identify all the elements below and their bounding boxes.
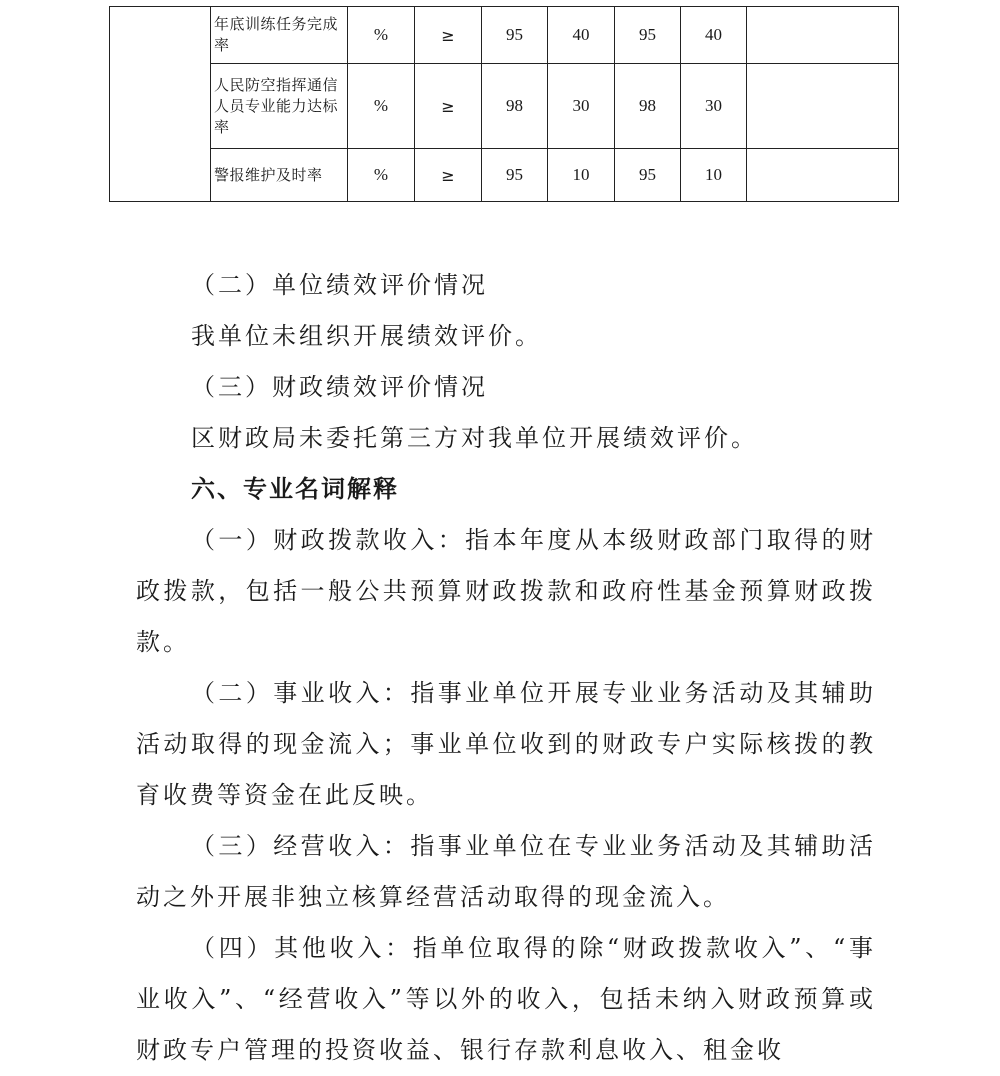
note-cell: [747, 64, 899, 149]
document-body: [136, 260, 876, 1076]
definition-text: 指单位取得的除“财政拨款收入”、“事业收入”、“经营收入”等以外的收入，包括未纳入财政预算或财政专户管理的投资收益、银行存款利息收入、租金收: [136, 934, 877, 1064]
definition-text: 指事业单位在专业业务活动及其辅助活动之外开展非独立核算经营活动取得的现金流入。: [136, 832, 877, 911]
value-cell: 40: [681, 7, 747, 64]
definition-paragraph: [136, 923, 876, 1076]
unit-cell: %: [348, 64, 415, 149]
paragraph: 区财政局未委托第三方对我单位开展绩效评价。: [191, 424, 758, 452]
value-cell: 95: [482, 149, 548, 202]
operator-cell: ≥: [415, 149, 482, 202]
value-cell: 98: [482, 64, 548, 149]
value-cell: 95: [482, 7, 548, 64]
indicator-name: 警报维护及时率: [211, 149, 348, 202]
definition-text: 指事业单位开展专业业务活动及其辅助活动取得的现金流入；事业单位收到的财政专户实际核拨的教育收费等资金在此反映。: [136, 679, 877, 809]
table-row: [110, 64, 899, 149]
value-cell: 98: [615, 64, 681, 149]
note-cell: [747, 149, 899, 202]
unit-cell: %: [348, 7, 415, 64]
unit-cell: %: [348, 149, 415, 202]
definition-text: 指本年度从本级财政部门取得的财政拨款，包括一般公共预算财政拨款和政府性基金预算财政拨款。: [136, 526, 877, 656]
category-cell: [110, 7, 211, 202]
indicator-name: 年底训练任务完成率: [211, 7, 348, 64]
section-heading: （二）单位绩效评价情况: [191, 271, 488, 299]
paragraph: 我单位未组织开展绩效评价。: [191, 322, 542, 350]
table-row: [110, 7, 899, 64]
operator-cell: ≥: [415, 7, 482, 64]
section-heading: （三）财政绩效评价情况: [191, 373, 488, 401]
definition-paragraph: [136, 821, 876, 923]
definition-term: （三）经营收入：: [191, 832, 411, 860]
definition-paragraph: [136, 668, 876, 821]
value-cell: 95: [615, 149, 681, 202]
value-cell: 30: [681, 64, 747, 149]
definition-paragraph: [136, 515, 876, 668]
note-cell: [747, 7, 899, 64]
indicator-name: 人民防空指挥通信人员专业能力达标率: [211, 64, 348, 149]
chapter-heading: 六、专业名词解释: [191, 475, 399, 503]
definition-term: （一）财政拨款收入：: [191, 526, 466, 554]
value-cell: 95: [615, 7, 681, 64]
definition-term: （二）事业收入：: [191, 679, 411, 707]
operator-cell: ≥: [415, 64, 482, 149]
definition-term: （四）其他收入：: [191, 934, 413, 962]
value-cell: 30: [548, 64, 615, 149]
value-cell: 10: [681, 149, 747, 202]
table-row: [110, 149, 899, 202]
performance-indicator-table: [109, 6, 899, 202]
value-cell: 40: [548, 7, 615, 64]
value-cell: 10: [548, 149, 615, 202]
